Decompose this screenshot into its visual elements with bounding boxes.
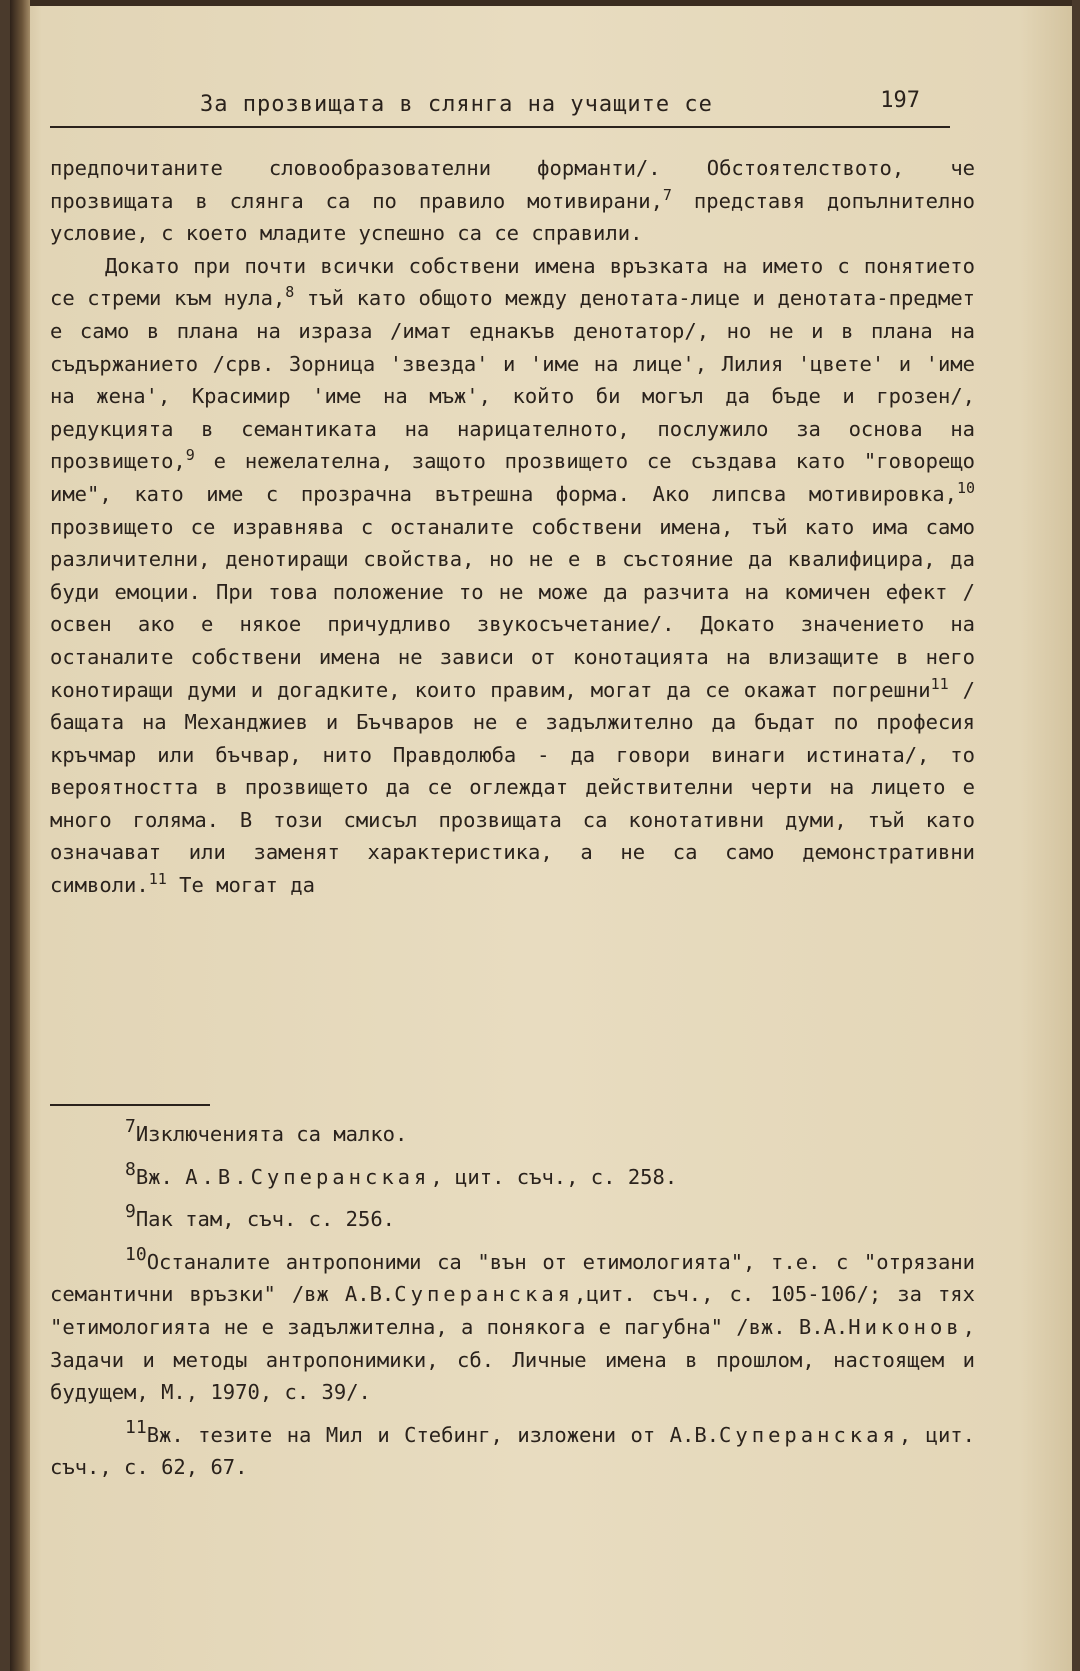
footnote-text: , цит. съч., с. 62, 67. (50, 1422, 975, 1480)
footnote-ref-11a: 11 (930, 674, 949, 693)
scanned-page (10, 0, 1072, 1671)
spaced-author: Суперанская (394, 1282, 575, 1307)
footnote-ref-11b: 11 (148, 870, 167, 889)
text-run: /бащата на Механджиев и Бъчваров не е задължително да бъдат по професия кръчмар или бъчвар, нито Правдолюба - да говори винаги истината/, то вероятността в прозвището да се оглеждат действителни черти на лицето е много голяма. В този смисъл прозвищата са конотативни думи, тъй като означават или заменят характеристика, а не са само демонстративни символи. (50, 677, 975, 898)
text-run: Докато при почти всички собствени имена връзката на името с понятието се стреми към нула, (50, 253, 975, 311)
footnote-text: , цит. съч., с. 258. (430, 1164, 678, 1189)
top-edge (10, 0, 1072, 6)
paragraph-2 (50, 250, 975, 902)
text-run: Те могат да (166, 873, 315, 898)
paragraph-1 (50, 152, 975, 250)
footnote-8 (50, 1158, 975, 1194)
text-run: предпочитаните словообразователни форманти/. Обстоятелството, че прозвищата в слянга са по правило мотивирани, (50, 156, 975, 213)
footnote-ref-8: 8 (285, 283, 295, 302)
footnote-separator (50, 1104, 210, 1106)
footnote-ref-10: 10 (956, 478, 975, 497)
spaced-author: А.В.Суперанская (185, 1164, 431, 1189)
footnote-text: Останалите антропоними са "вън от етимологията", т.е. с "отрязани семантични връзки" /вж А.В. (50, 1249, 975, 1307)
footnote-7 (50, 1118, 975, 1151)
footnote-text: ,цит. съч., с. 105-106/; за тях "етимологията не е задължителна, а понякога е пагубна" /вж. В.А. (50, 1282, 975, 1339)
spaced-author: Никонов (848, 1314, 963, 1339)
footnote-9 (50, 1203, 975, 1236)
page-number: 197 (880, 88, 920, 113)
footnote-text: Вж. тезите на Мил и Стебинг, изложени от А.В. (146, 1422, 720, 1447)
footnote-text: , Задачи и методы антропонимики, сб. Личные имена в прошлом, настоящем и будущем, М., 1970, с. 39/. (50, 1314, 975, 1405)
running-header (50, 88, 950, 128)
footnote-ref-9: 9 (185, 446, 195, 465)
footnote-text: Пак там, съч. с. 256. (135, 1207, 396, 1232)
footnote-text: Изключенията са малко. (135, 1122, 408, 1146)
footnote-number: 8 (125, 1158, 136, 1180)
body-text (50, 152, 975, 902)
footnotes (50, 1118, 975, 1484)
running-title: За прозвищата в слянга на учащите се (200, 92, 713, 117)
text-run: е нежелателна, защото прозвището се създава като "говорещо име", като име с прозрачна вътрешна форма. Ако липсва мотивировка, (50, 449, 975, 506)
footnote-10 (50, 1243, 975, 1409)
book-spine-shadow (10, 0, 30, 1671)
footnote-number: 11 (125, 1416, 147, 1438)
footnote-11 (50, 1416, 975, 1484)
spaced-author: Суперанская (719, 1422, 899, 1447)
footnote-number: 9 (125, 1201, 136, 1223)
footnote-text: Вж. (135, 1164, 186, 1189)
footnote-number: 7 (125, 1116, 136, 1137)
footnote-number: 10 (125, 1243, 147, 1265)
text-run: прозвището се изравнява с останалите собствени имена, тъй като има само различителни, денотиращи свойства, но не е в състояние да квалифицира, да буди емоции. При това положение то не може да разчита на комичен ефект /освен ако е някое причудливо звукосъчетание/. Докато значението на останалите собствени имена не зависи от конотацията на влизащите в него конотиращи думи и догадките, които правим, могат да се окажат погрешни (50, 514, 975, 702)
text-run: тъй като общото между денотата-лице и денотата-предмет е само в плана на израза /имат еднакъв денотатор/, но не и в плана на съдържанието /срв. Зорница 'звезда' и 'име на лице', Лилия 'цвете' и 'име на жена', Красимир 'име на мъж', който би могъл да бъде и грозен/, редукцията в семантиката на нарицателното, послужило за основа на прозвището, (50, 286, 975, 474)
footnote-ref-7: 7 (662, 185, 672, 204)
text-run: представя допълнително условие, с което младите успешно са се справили. (50, 188, 975, 246)
